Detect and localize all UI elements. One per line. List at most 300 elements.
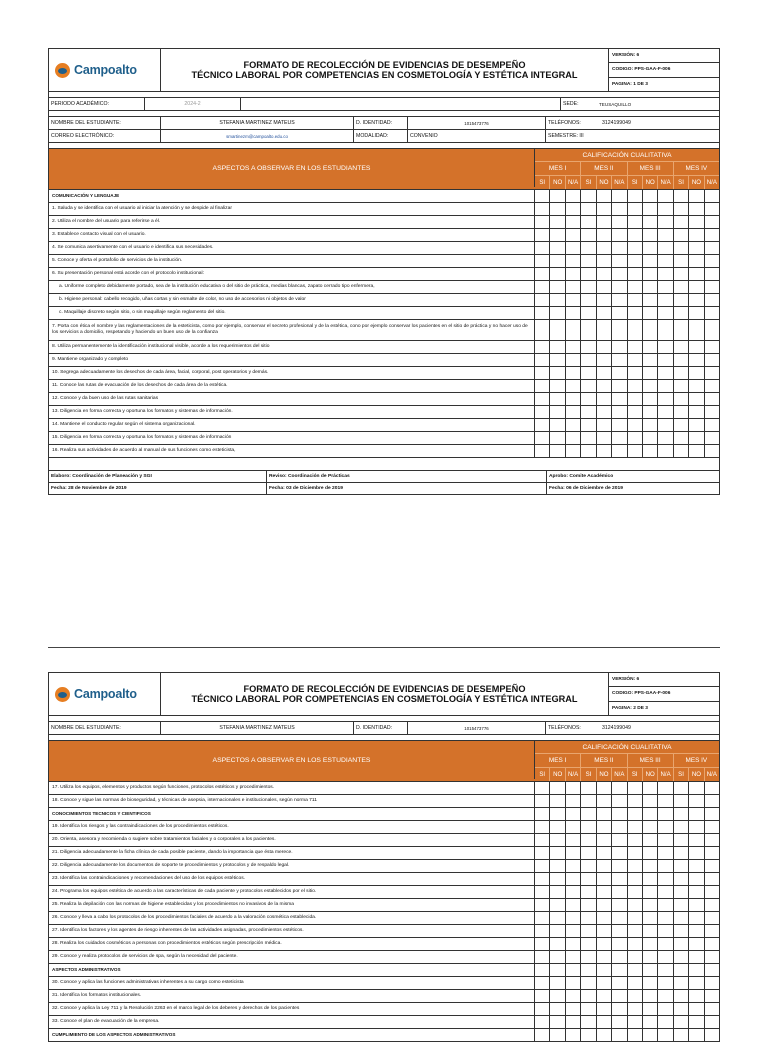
rating-cell[interactable] — [550, 899, 565, 911]
rating-cell[interactable] — [689, 242, 704, 254]
rating-cell[interactable] — [581, 367, 596, 379]
rating-cell[interactable] — [628, 1016, 643, 1028]
rating-cell[interactable] — [643, 203, 658, 215]
rating-cell[interactable] — [674, 808, 689, 820]
rating-cell[interactable] — [674, 406, 689, 418]
rating-cell[interactable] — [581, 938, 596, 950]
rating-cell[interactable] — [581, 860, 596, 872]
rating-cell[interactable] — [705, 886, 719, 898]
rating-cell[interactable] — [550, 320, 565, 340]
rating-cell[interactable] — [628, 294, 643, 306]
rating-cell[interactable] — [612, 886, 627, 898]
rating-cell[interactable] — [566, 406, 581, 418]
rating-cell[interactable] — [628, 216, 643, 228]
rating-cell[interactable] — [612, 354, 627, 366]
rating-cell[interactable] — [581, 847, 596, 859]
rating-cell[interactable] — [674, 268, 689, 280]
rating-cell[interactable] — [689, 899, 704, 911]
rating-cell[interactable] — [705, 203, 719, 215]
rating-cell[interactable] — [535, 925, 550, 937]
rating-cell[interactable] — [705, 190, 719, 202]
rating-cell[interactable] — [581, 255, 596, 267]
rating-cell[interactable] — [658, 445, 673, 457]
rating-cell[interactable] — [597, 190, 612, 202]
rating-cell[interactable] — [689, 445, 704, 457]
rating-cell[interactable] — [705, 432, 719, 444]
rating-cell[interactable] — [643, 229, 658, 241]
rating-cell[interactable] — [689, 964, 704, 976]
rating-cell[interactable] — [628, 821, 643, 833]
rating-cell[interactable] — [535, 886, 550, 898]
rating-cell[interactable] — [674, 255, 689, 267]
rating-cell[interactable] — [566, 886, 581, 898]
rating-cell[interactable] — [658, 808, 673, 820]
rating-cell[interactable] — [535, 268, 550, 280]
rating-cell[interactable] — [597, 1003, 612, 1015]
rating-cell[interactable] — [628, 341, 643, 353]
rating-cell[interactable] — [597, 445, 612, 457]
rating-cell[interactable] — [612, 938, 627, 950]
rating-cell[interactable] — [612, 242, 627, 254]
rating-cell[interactable] — [550, 847, 565, 859]
rating-cell[interactable] — [643, 977, 658, 989]
rating-cell[interactable] — [705, 419, 719, 431]
rating-cell[interactable] — [581, 393, 596, 405]
rating-cell[interactable] — [581, 1016, 596, 1028]
rating-cell[interactable] — [674, 912, 689, 924]
rating-cell[interactable] — [705, 782, 719, 794]
rating-cell[interactable] — [658, 432, 673, 444]
rating-cell[interactable] — [658, 860, 673, 872]
rating-cell[interactable] — [705, 255, 719, 267]
rating-cell[interactable] — [597, 203, 612, 215]
rating-cell[interactable] — [674, 445, 689, 457]
rating-cell[interactable] — [643, 268, 658, 280]
rating-cell[interactable] — [597, 229, 612, 241]
rating-cell[interactable] — [674, 367, 689, 379]
rating-cell[interactable] — [658, 216, 673, 228]
rating-cell[interactable] — [597, 281, 612, 293]
rating-cell[interactable] — [674, 990, 689, 1002]
rating-cell[interactable] — [535, 912, 550, 924]
rating-cell[interactable] — [566, 432, 581, 444]
rating-cell[interactable] — [566, 294, 581, 306]
rating-cell[interactable] — [566, 229, 581, 241]
rating-cell[interactable] — [643, 242, 658, 254]
rating-cell[interactable] — [643, 886, 658, 898]
rating-cell[interactable] — [658, 268, 673, 280]
rating-cell[interactable] — [674, 320, 689, 340]
rating-cell[interactable] — [581, 268, 596, 280]
rating-cell[interactable] — [566, 307, 581, 319]
rating-cell[interactable] — [658, 255, 673, 267]
rating-cell[interactable] — [705, 847, 719, 859]
rating-cell[interactable] — [674, 281, 689, 293]
rating-cell[interactable] — [705, 899, 719, 911]
rating-cell[interactable] — [612, 1016, 627, 1028]
rating-cell[interactable] — [689, 341, 704, 353]
rating-cell[interactable] — [535, 255, 550, 267]
rating-cell[interactable] — [581, 951, 596, 963]
rating-cell[interactable] — [612, 990, 627, 1002]
rating-cell[interactable] — [658, 281, 673, 293]
rating-cell[interactable] — [643, 190, 658, 202]
rating-cell[interactable] — [658, 964, 673, 976]
rating-cell[interactable] — [612, 255, 627, 267]
rating-cell[interactable] — [581, 1003, 596, 1015]
rating-cell[interactable] — [597, 320, 612, 340]
rating-cell[interactable] — [689, 886, 704, 898]
rating-cell[interactable] — [597, 432, 612, 444]
rating-cell[interactable] — [566, 782, 581, 794]
rating-cell[interactable] — [612, 782, 627, 794]
rating-cell[interactable] — [597, 216, 612, 228]
rating-cell[interactable] — [581, 912, 596, 924]
rating-cell[interactable] — [597, 294, 612, 306]
rating-cell[interactable] — [597, 925, 612, 937]
rating-cell[interactable] — [581, 834, 596, 846]
rating-cell[interactable] — [674, 341, 689, 353]
rating-cell[interactable] — [658, 912, 673, 924]
rating-cell[interactable] — [643, 341, 658, 353]
rating-cell[interactable] — [612, 1003, 627, 1015]
rating-cell[interactable] — [689, 977, 704, 989]
rating-cell[interactable] — [674, 938, 689, 950]
rating-cell[interactable] — [535, 795, 550, 807]
rating-cell[interactable] — [628, 406, 643, 418]
rating-cell[interactable] — [612, 925, 627, 937]
rating-cell[interactable] — [535, 938, 550, 950]
rating-cell[interactable] — [535, 406, 550, 418]
rating-cell[interactable] — [612, 1029, 627, 1041]
rating-cell[interactable] — [612, 307, 627, 319]
rating-cell[interactable] — [628, 834, 643, 846]
rating-cell[interactable] — [643, 406, 658, 418]
rating-cell[interactable] — [612, 406, 627, 418]
rating-cell[interactable] — [674, 821, 689, 833]
rating-cell[interactable] — [628, 964, 643, 976]
rating-cell[interactable] — [658, 419, 673, 431]
rating-cell[interactable] — [689, 873, 704, 885]
rating-cell[interactable] — [674, 242, 689, 254]
rating-cell[interactable] — [535, 229, 550, 241]
rating-cell[interactable] — [643, 1003, 658, 1015]
rating-cell[interactable] — [581, 242, 596, 254]
rating-cell[interactable] — [705, 341, 719, 353]
rating-cell[interactable] — [612, 281, 627, 293]
rating-cell[interactable] — [643, 367, 658, 379]
rating-cell[interactable] — [612, 445, 627, 457]
rating-cell[interactable] — [658, 951, 673, 963]
rating-cell[interactable] — [612, 393, 627, 405]
rating-cell[interactable] — [535, 341, 550, 353]
rating-cell[interactable] — [550, 341, 565, 353]
rating-cell[interactable] — [658, 367, 673, 379]
rating-cell[interactable] — [597, 821, 612, 833]
rating-cell[interactable] — [658, 925, 673, 937]
rating-cell[interactable] — [674, 925, 689, 937]
rating-cell[interactable] — [550, 821, 565, 833]
rating-cell[interactable] — [643, 1029, 658, 1041]
rating-cell[interactable] — [535, 834, 550, 846]
rating-cell[interactable] — [535, 393, 550, 405]
rating-cell[interactable] — [658, 1016, 673, 1028]
rating-cell[interactable] — [535, 190, 550, 202]
rating-cell[interactable] — [689, 1003, 704, 1015]
rating-cell[interactable] — [566, 847, 581, 859]
rating-cell[interactable] — [643, 380, 658, 392]
rating-cell[interactable] — [689, 203, 704, 215]
rating-cell[interactable] — [597, 419, 612, 431]
rating-cell[interactable] — [612, 268, 627, 280]
rating-cell[interactable] — [643, 307, 658, 319]
rating-cell[interactable] — [628, 380, 643, 392]
rating-cell[interactable] — [612, 834, 627, 846]
rating-cell[interactable] — [643, 990, 658, 1002]
rating-cell[interactable] — [612, 419, 627, 431]
rating-cell[interactable] — [550, 367, 565, 379]
rating-cell[interactable] — [550, 216, 565, 228]
rating-cell[interactable] — [689, 990, 704, 1002]
rating-cell[interactable] — [566, 899, 581, 911]
rating-cell[interactable] — [550, 354, 565, 366]
rating-cell[interactable] — [689, 255, 704, 267]
rating-cell[interactable] — [581, 782, 596, 794]
rating-cell[interactable] — [597, 268, 612, 280]
rating-cell[interactable] — [612, 367, 627, 379]
rating-cell[interactable] — [658, 1029, 673, 1041]
rating-cell[interactable] — [658, 307, 673, 319]
rating-cell[interactable] — [566, 834, 581, 846]
rating-cell[interactable] — [535, 307, 550, 319]
rating-cell[interactable] — [674, 203, 689, 215]
rating-cell[interactable] — [535, 782, 550, 794]
rating-cell[interactable] — [597, 341, 612, 353]
rating-cell[interactable] — [674, 834, 689, 846]
rating-cell[interactable] — [550, 834, 565, 846]
rating-cell[interactable] — [597, 380, 612, 392]
rating-cell[interactable] — [612, 795, 627, 807]
rating-cell[interactable] — [535, 808, 550, 820]
rating-cell[interactable] — [628, 990, 643, 1002]
rating-cell[interactable] — [550, 795, 565, 807]
rating-cell[interactable] — [581, 294, 596, 306]
rating-cell[interactable] — [658, 977, 673, 989]
rating-cell[interactable] — [535, 354, 550, 366]
rating-cell[interactable] — [566, 977, 581, 989]
rating-cell[interactable] — [597, 951, 612, 963]
rating-cell[interactable] — [628, 951, 643, 963]
rating-cell[interactable] — [705, 380, 719, 392]
rating-cell[interactable] — [566, 354, 581, 366]
rating-cell[interactable] — [689, 912, 704, 924]
rating-cell[interactable] — [535, 367, 550, 379]
rating-cell[interactable] — [581, 281, 596, 293]
rating-cell[interactable] — [705, 1016, 719, 1028]
rating-cell[interactable] — [643, 281, 658, 293]
rating-cell[interactable] — [705, 912, 719, 924]
rating-cell[interactable] — [643, 393, 658, 405]
rating-cell[interactable] — [535, 281, 550, 293]
rating-cell[interactable] — [658, 229, 673, 241]
rating-cell[interactable] — [550, 190, 565, 202]
rating-cell[interactable] — [628, 229, 643, 241]
rating-cell[interactable] — [705, 406, 719, 418]
rating-cell[interactable] — [628, 860, 643, 872]
rating-cell[interactable] — [597, 912, 612, 924]
rating-cell[interactable] — [597, 899, 612, 911]
rating-cell[interactable] — [689, 307, 704, 319]
rating-cell[interactable] — [612, 899, 627, 911]
rating-cell[interactable] — [612, 951, 627, 963]
rating-cell[interactable] — [535, 847, 550, 859]
rating-cell[interactable] — [550, 268, 565, 280]
rating-cell[interactable] — [581, 406, 596, 418]
rating-cell[interactable] — [705, 977, 719, 989]
rating-cell[interactable] — [535, 294, 550, 306]
rating-cell[interactable] — [535, 860, 550, 872]
rating-cell[interactable] — [674, 964, 689, 976]
rating-cell[interactable] — [566, 964, 581, 976]
rating-cell[interactable] — [643, 320, 658, 340]
rating-cell[interactable] — [689, 1029, 704, 1041]
rating-cell[interactable] — [612, 808, 627, 820]
rating-cell[interactable] — [674, 294, 689, 306]
rating-cell[interactable] — [612, 847, 627, 859]
rating-cell[interactable] — [674, 432, 689, 444]
rating-cell[interactable] — [628, 912, 643, 924]
rating-cell[interactable] — [643, 795, 658, 807]
rating-cell[interactable] — [581, 964, 596, 976]
rating-cell[interactable] — [566, 216, 581, 228]
rating-cell[interactable] — [535, 990, 550, 1002]
rating-cell[interactable] — [535, 977, 550, 989]
rating-cell[interactable] — [705, 795, 719, 807]
rating-cell[interactable] — [566, 925, 581, 937]
rating-cell[interactable] — [674, 886, 689, 898]
rating-cell[interactable] — [566, 808, 581, 820]
rating-cell[interactable] — [612, 873, 627, 885]
rating-cell[interactable] — [689, 320, 704, 340]
rating-cell[interactable] — [674, 1016, 689, 1028]
rating-cell[interactable] — [628, 190, 643, 202]
rating-cell[interactable] — [581, 1029, 596, 1041]
rating-cell[interactable] — [535, 242, 550, 254]
rating-cell[interactable] — [566, 203, 581, 215]
rating-cell[interactable] — [689, 419, 704, 431]
rating-cell[interactable] — [705, 229, 719, 241]
rating-cell[interactable] — [643, 445, 658, 457]
rating-cell[interactable] — [612, 964, 627, 976]
rating-cell[interactable] — [705, 445, 719, 457]
rating-cell[interactable] — [550, 977, 565, 989]
rating-cell[interactable] — [658, 795, 673, 807]
rating-cell[interactable] — [674, 419, 689, 431]
rating-cell[interactable] — [674, 380, 689, 392]
rating-cell[interactable] — [658, 294, 673, 306]
rating-cell[interactable] — [535, 964, 550, 976]
rating-cell[interactable] — [628, 782, 643, 794]
rating-cell[interactable] — [705, 216, 719, 228]
rating-cell[interactable] — [689, 795, 704, 807]
rating-cell[interactable] — [550, 281, 565, 293]
rating-cell[interactable] — [658, 354, 673, 366]
rating-cell[interactable] — [689, 847, 704, 859]
rating-cell[interactable] — [597, 860, 612, 872]
rating-cell[interactable] — [566, 419, 581, 431]
rating-cell[interactable] — [628, 255, 643, 267]
rating-cell[interactable] — [658, 190, 673, 202]
rating-cell[interactable] — [566, 445, 581, 457]
rating-cell[interactable] — [550, 886, 565, 898]
rating-cell[interactable] — [628, 268, 643, 280]
rating-cell[interactable] — [550, 229, 565, 241]
rating-cell[interactable] — [705, 925, 719, 937]
rating-cell[interactable] — [658, 886, 673, 898]
rating-cell[interactable] — [658, 341, 673, 353]
rating-cell[interactable] — [628, 419, 643, 431]
rating-cell[interactable] — [550, 307, 565, 319]
rating-cell[interactable] — [566, 380, 581, 392]
rating-cell[interactable] — [535, 380, 550, 392]
rating-cell[interactable] — [550, 782, 565, 794]
rating-cell[interactable] — [550, 990, 565, 1002]
rating-cell[interactable] — [689, 432, 704, 444]
rating-cell[interactable] — [643, 925, 658, 937]
rating-cell[interactable] — [689, 938, 704, 950]
rating-cell[interactable] — [550, 808, 565, 820]
rating-cell[interactable] — [550, 1003, 565, 1015]
rating-cell[interactable] — [658, 873, 673, 885]
rating-cell[interactable] — [581, 808, 596, 820]
rating-cell[interactable] — [581, 203, 596, 215]
rating-cell[interactable] — [689, 294, 704, 306]
rating-cell[interactable] — [674, 873, 689, 885]
rating-cell[interactable] — [612, 294, 627, 306]
rating-cell[interactable] — [628, 281, 643, 293]
rating-cell[interactable] — [535, 951, 550, 963]
rating-cell[interactable] — [705, 320, 719, 340]
rating-cell[interactable] — [535, 432, 550, 444]
rating-cell[interactable] — [628, 445, 643, 457]
rating-cell[interactable] — [689, 281, 704, 293]
rating-cell[interactable] — [643, 354, 658, 366]
rating-cell[interactable] — [581, 419, 596, 431]
rating-cell[interactable] — [535, 821, 550, 833]
rating-cell[interactable] — [658, 834, 673, 846]
rating-cell[interactable] — [643, 860, 658, 872]
rating-cell[interactable] — [705, 1003, 719, 1015]
rating-cell[interactable] — [643, 808, 658, 820]
rating-cell[interactable] — [674, 393, 689, 405]
rating-cell[interactable] — [689, 268, 704, 280]
rating-cell[interactable] — [597, 1029, 612, 1041]
rating-cell[interactable] — [535, 873, 550, 885]
rating-cell[interactable] — [628, 847, 643, 859]
rating-cell[interactable] — [581, 341, 596, 353]
rating-cell[interactable] — [597, 393, 612, 405]
rating-cell[interactable] — [628, 242, 643, 254]
rating-cell[interactable] — [535, 445, 550, 457]
rating-cell[interactable] — [705, 964, 719, 976]
rating-cell[interactable] — [689, 808, 704, 820]
rating-cell[interactable] — [674, 190, 689, 202]
rating-cell[interactable] — [535, 203, 550, 215]
rating-cell[interactable] — [643, 899, 658, 911]
rating-cell[interactable] — [705, 860, 719, 872]
rating-cell[interactable] — [705, 294, 719, 306]
rating-cell[interactable] — [597, 847, 612, 859]
